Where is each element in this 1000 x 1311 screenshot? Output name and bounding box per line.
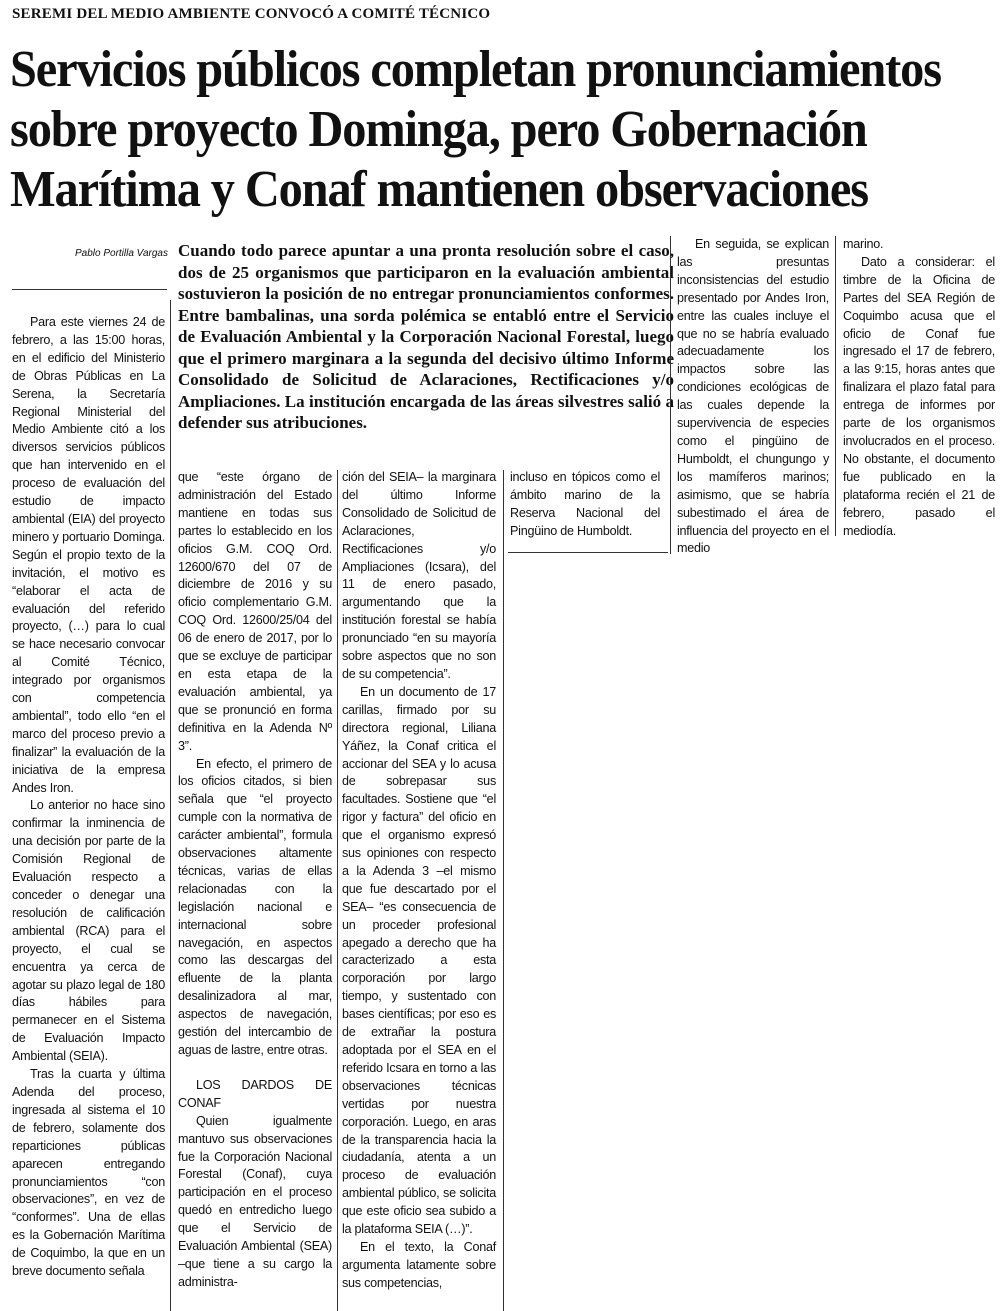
paragraph: En efecto, el primero de los oficios citados, si bien señala que “el proyecto cumple con la normativa de carácter ambiental”, formula observaciones altamente técnicas, varias de ellas relacionadas con la legislación nacional e internacional sobre navegación, en aspectos como las descargas del efluente de la planta desalinizadora al mar, aspectos de navegación, gestión del intercambio de aguas de lastre, entre otras.: [178, 756, 332, 1057]
subheading: LOS DARDOS DE CONAF: [178, 1077, 332, 1110]
paragraph: En seguida, se explican las presuntas inconsistencias del estudio presentado por Andes Iron, entre las cuales incluye el que no se habría evaluado adecuadamente los impactos sobre las condiciones ecológicas de las cuales depende la supervivencia de especies como el pingüino de Humboldt, el chungungo y los mamíferos marinos; asimismo, que se habría subestimado el área de influencia del proyecto en el medio: [677, 237, 829, 556]
paragraph: ción del SEIA– la marginara del último Informe Consolidado de Solicitud de Aclaraciones, Rectificaciones y/o Ampliaciones (Icsara), del 11 de enero pasado, argumentando que la institución forestal se había pronunciado “en su mayoría sobre aspectos que no son de su competencia”.: [342, 470, 496, 681]
column-rule: [503, 470, 504, 1311]
headline: Servicios públicos completan pronunciamientos sobre proyecto Dominga, pero Gobernación Marítima y Conaf mantienen observaciones: [10, 41, 941, 218]
article-column-6: [843, 236, 995, 538]
paragraph: marino.: [843, 237, 884, 251]
byline-rule: [12, 289, 167, 290]
lead-paragraph: Cuando todo parece apuntar a una pronta resolución sobre el caso, dos de 25 organismos que participaron en la evaluación ambiental sostuvieron la posición de no entregar pronunciamientos conformes. Entre bambalinas, una sorda polémica se entabló entre el Servicio de Evaluación Ambiental y la Corporación Nacional Forestal, luego que el primero marginara a la segunda del decisivo último Informe Consolidado de Solicitud de Aclaraciones, Rectificaciones y/o Ampliaciones. La institución encargada de las áreas silvestres salió a defender sus atribuciones.: [178, 241, 674, 432]
section-rule: [508, 552, 668, 553]
article-column-1: [12, 314, 165, 1311]
article-column-4: [510, 469, 660, 549]
paragraph: incluso en tópicos como el ámbito marino de la Reserva Nacional del Pingüino de Humboldt.: [510, 470, 660, 538]
article-column-5: [677, 236, 829, 556]
column-rule: [835, 236, 836, 536]
column-rule: [337, 470, 338, 1311]
byline: Pablo Portilla Vargas: [74, 248, 168, 259]
column-rule: [170, 300, 171, 1311]
kicker: SEREMI DEL MEDIO AMBIENTE CONVOCÓ A COMITÉ TÉCNICO: [12, 6, 491, 22]
paragraph: En un documento de 17 carillas, firmado por su directora regional, Liliana Yáñez, la Conaf critica el accionar del SEA y lo acusa de sobrepasar sus facultades. Sostiene que “el rigor y factura” del oficio en que el organismo expresó sus opiniones con respecto a la Adenda 3 –el mismo que fue descartado por el SEA– “es consecuencia de un proceder profesional apegado a derecho que ha caracterizado a esta corporación por largo tiempo, y sustentado con bases científicas; por eso es de extrañar la postura adoptada por el SEA en el referido Icsara en torno a las observaciones técnicas vertidas por nuestra corporación. Luego, en aras de la transparencia hacia la ciudadanía, atenta a un proceso de evaluación ambiental público, se solicita que este oficio sea subido a la plataforma SEIA (…)”.: [342, 684, 496, 1237]
paragraph: Lo anterior no hace sino confirmar la inminencia de una decisión por parte de la Comisión Regional de Evaluación respecto a conceder o denegar una resolución de calificación ambiental (RCA) para el proyecto, el cual se encuentra ya cerca de agotar su plazo legal de 180 días hábiles para permanecer en el Sistema de Evaluación Impacto Ambiental (SEIA).: [12, 798, 165, 1064]
paragraph: Quien igualmente mantuvo sus observaciones fue la Corporación Nacional Forestal (Conaf), cuya participación en el proceso quedó en entredicho luego que el Servicio de Evaluación Ambiental (SEA) –que tiene a su cargo la administra-: [178, 1113, 332, 1289]
article-column-3: [342, 469, 496, 1311]
paragraph: que “este órgano de administración del Estado mantiene en todas sus partes lo establecido en los oficios G.M. COQ Ord. 12600/670 del 07 de diciembre de 2016 y su oficio complementario G.M. COQ Ord. 12600/25/04 del 06 de enero de 2017, por lo que se excluye de participar en esta etapa de la evaluación ambiental, ya que se pronunció en forma definitiva en la Adenda Nº 3”.: [178, 470, 332, 753]
column-rule: [670, 236, 671, 554]
paragraph: En el texto, la Conaf argumenta latamente sobre sus competencias,: [342, 1239, 496, 1290]
article-column-2: [178, 469, 332, 1311]
paragraph: Para este viernes 24 de febrero, a las 15:00 horas, en el edificio del Ministerio de Obras Públicas en La Serena, la Secretaría Regional Ministerial del Medio Ambiente citó a los diversos servicios públicos que han intervenido en el proceso de evaluación del estudio de impacto ambiental (EIA) del proyecto minero y portuario Dominga. Según el propio texto de la invitación, el motivo es “elaborar el acta de evaluación del referido proyecto, (…) para lo cual se hace necesario convocar al Comité Técnico, integrado por organismos con competencia ambiental”, todo ello “en el marco del proceso previo a finalizar” la evaluación de la iniciativa de la empresa Andes Iron.: [12, 315, 165, 795]
paragraph: Dato a considerar: el timbre de la Oficina de Partes del SEA Región de Coquimbo acusa que el oficio de Conaf fue ingresado el 17 de febrero, a las 9:15, horas antes que finalizara el plazo fatal para entrega de informes por parte de los organismos involucrados en el proceso. No obstante, el documento fue publicado en la plataforma recién el 21 de febrero, pasado el mediodía.: [843, 254, 995, 538]
paragraph: Tras la cuarta y última Adenda del proceso, ingresada al sistema el 10 de febrero, solamente dos reparticiones públicas aparecen entregando pronunciamientos “con observaciones”, en vez de “conformes”. Una de ellas es la Gobernación Marítima de Coquimbo, la que en un breve documento señala: [12, 1067, 165, 1279]
